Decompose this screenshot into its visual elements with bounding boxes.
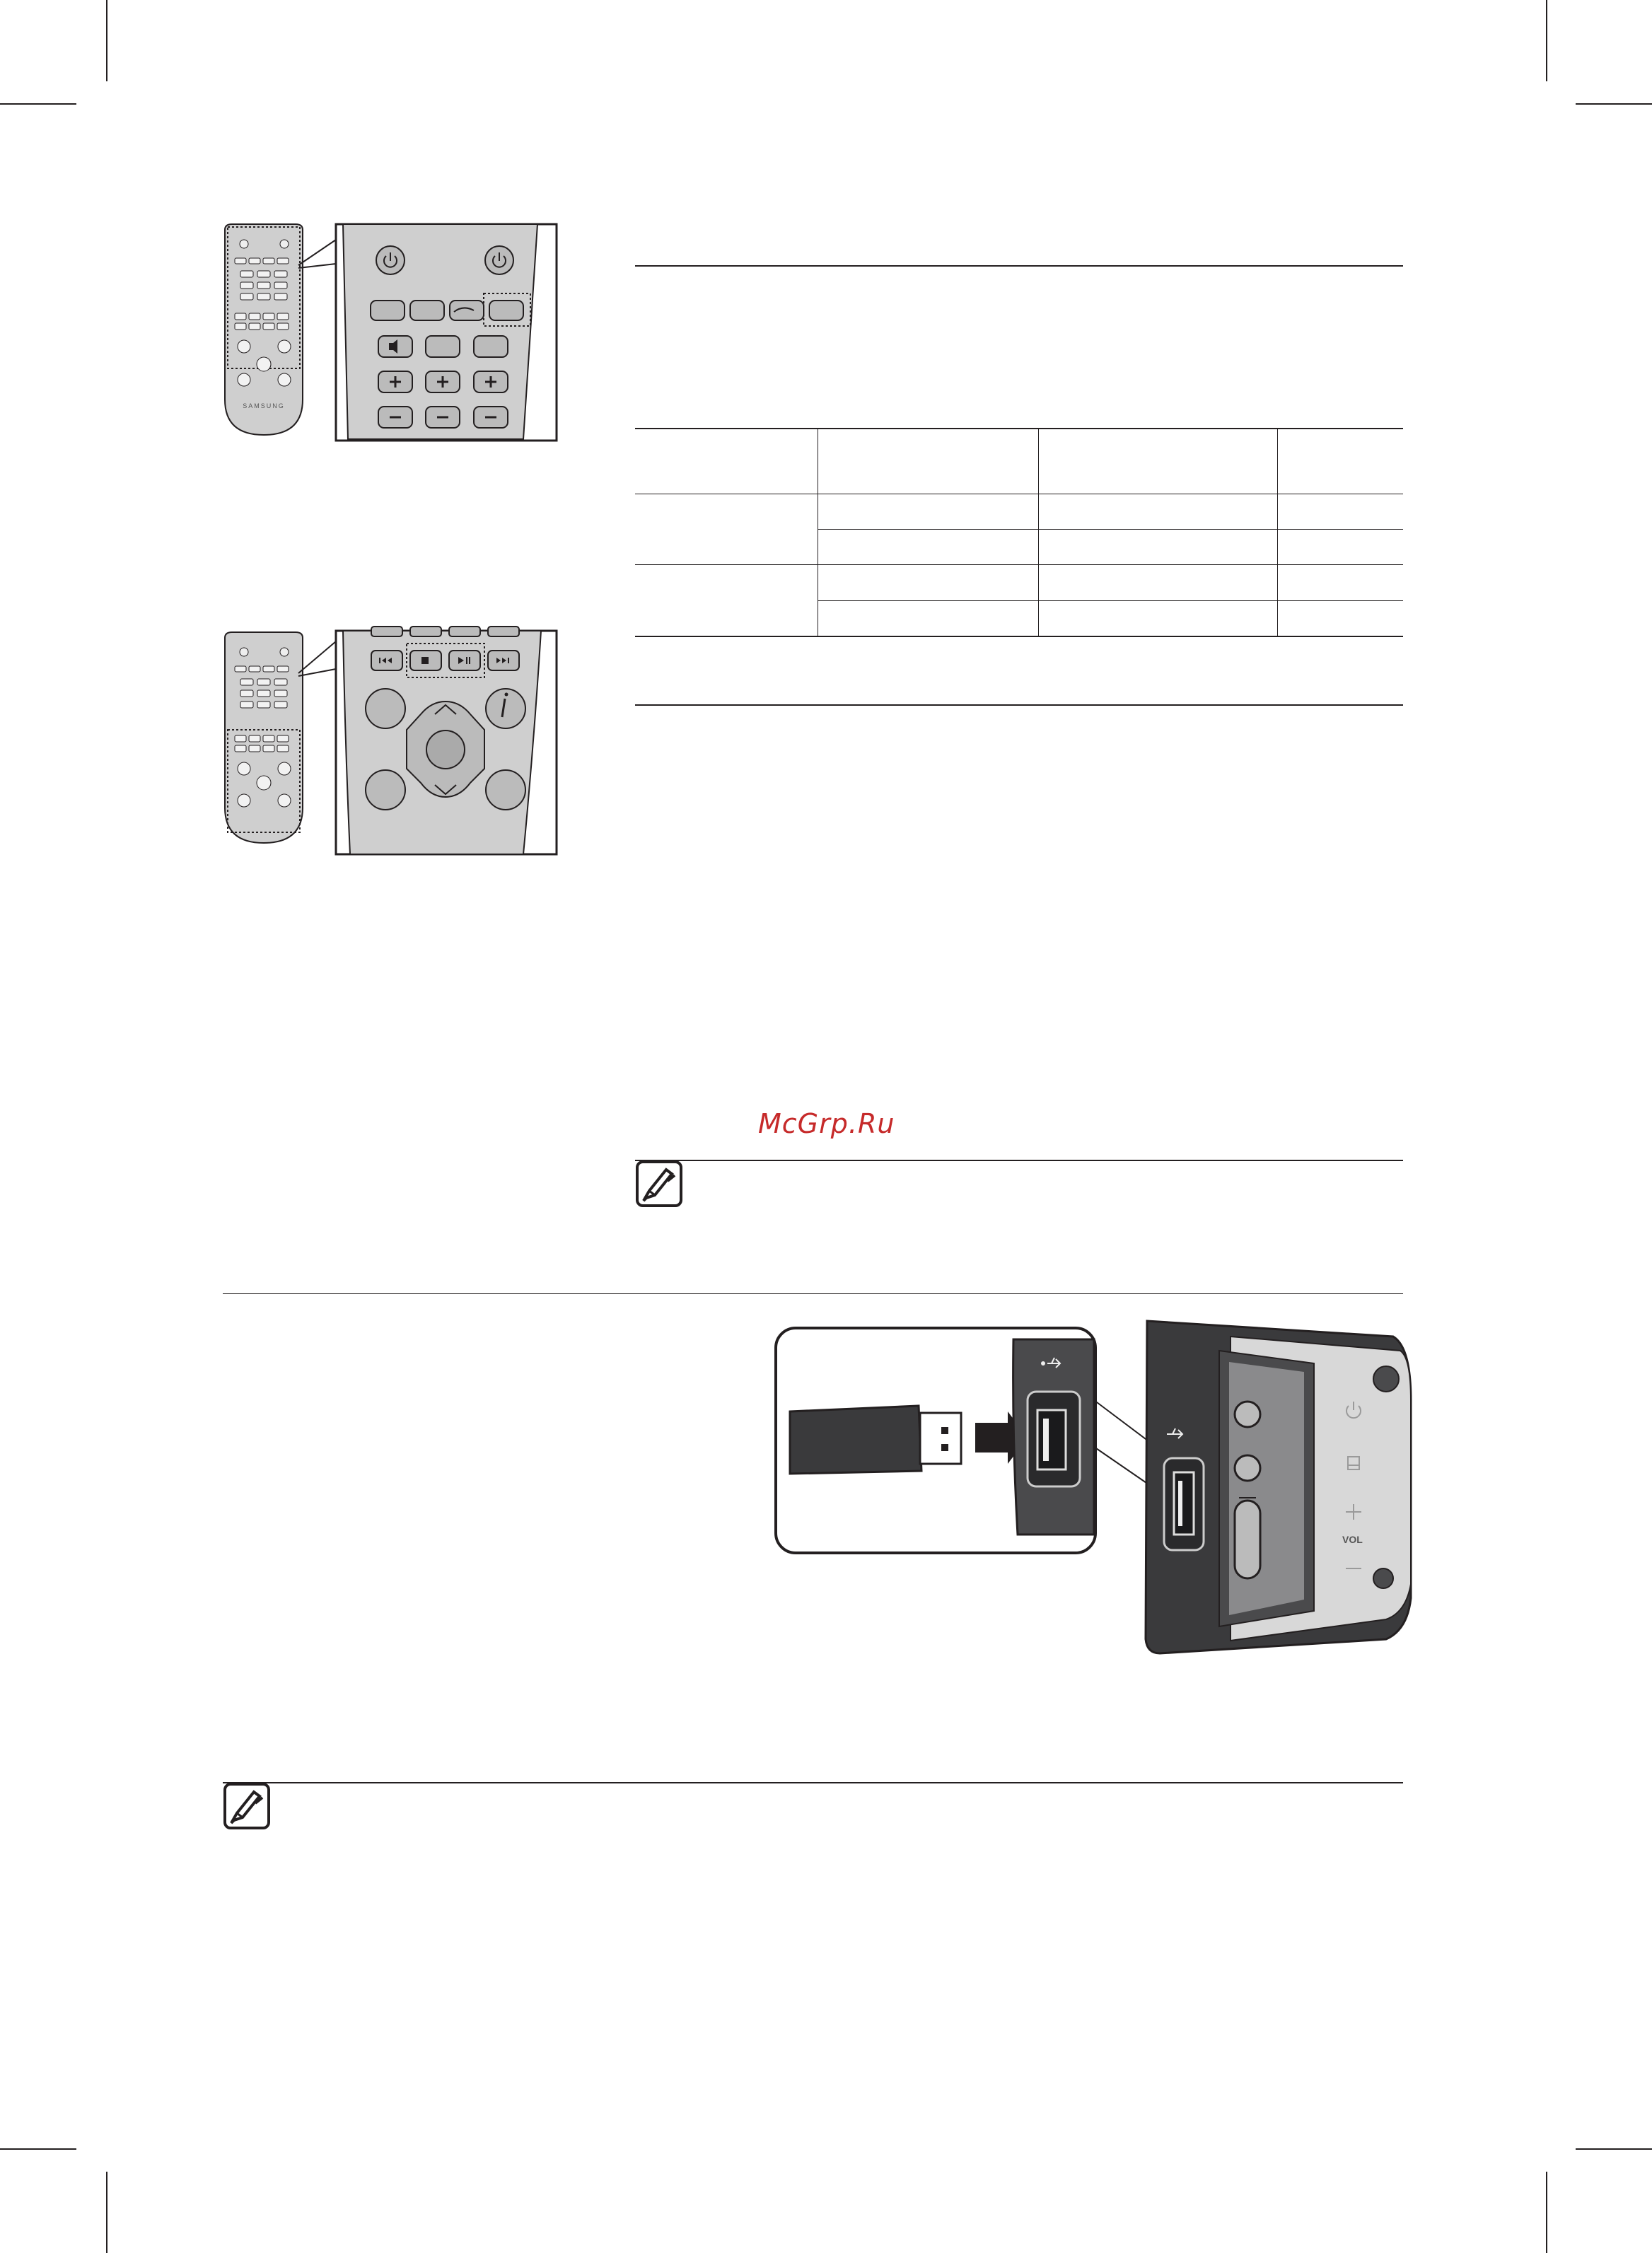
remote-brand-text: SAMSUNG — [243, 402, 285, 409]
note-rule-bottom — [223, 1782, 1403, 1783]
section-rule-top — [635, 265, 1403, 267]
crop-mark-bottom-left-vertical — [106, 2172, 107, 2253]
remote-figure-top — [219, 223, 566, 443]
crop-mark-top-right-horizontal — [1576, 103, 1652, 105]
watermark-text: McGrp.Ru — [758, 1108, 895, 1139]
vol-label: VOL — [1342, 1534, 1363, 1545]
note-icon — [635, 1160, 683, 1208]
remote-overview-2 — [225, 632, 303, 843]
crop-mark-top-right-vertical — [1546, 0, 1547, 81]
table-row-rule — [818, 600, 1403, 601]
crop-mark-bottom-right-horizontal — [1576, 2148, 1652, 2150]
crop-mark-top-left-vertical — [106, 0, 107, 81]
remote-figure-bottom — [219, 631, 566, 857]
table-row-rule — [818, 529, 1403, 530]
section-rule-middle — [635, 704, 1403, 706]
usb-insert-figure — [774, 1322, 1114, 1556]
usb-flash-drive — [790, 1406, 961, 1474]
note-rule-top — [635, 1160, 1403, 1161]
table-column-divider — [1038, 428, 1039, 636]
note-icon — [223, 1782, 271, 1830]
table-row-rule — [635, 564, 1403, 565]
crop-mark-bottom-right-vertical — [1546, 2172, 1547, 2253]
remote-overview — [225, 224, 303, 435]
remote-zoom-top — [336, 224, 557, 441]
speaker-side-panel — [1132, 1315, 1411, 1662]
section-rule-usb — [223, 1293, 1403, 1294]
table-column-divider — [1277, 428, 1278, 636]
usb-port-closeup — [1013, 1339, 1094, 1535]
crop-mark-bottom-left-horizontal — [0, 2148, 76, 2150]
table-bottom-border — [635, 636, 1403, 637]
crop-mark-top-left-horizontal — [0, 103, 76, 105]
remote-zoom-playback — [336, 627, 557, 854]
table-top-border — [635, 428, 1403, 429]
